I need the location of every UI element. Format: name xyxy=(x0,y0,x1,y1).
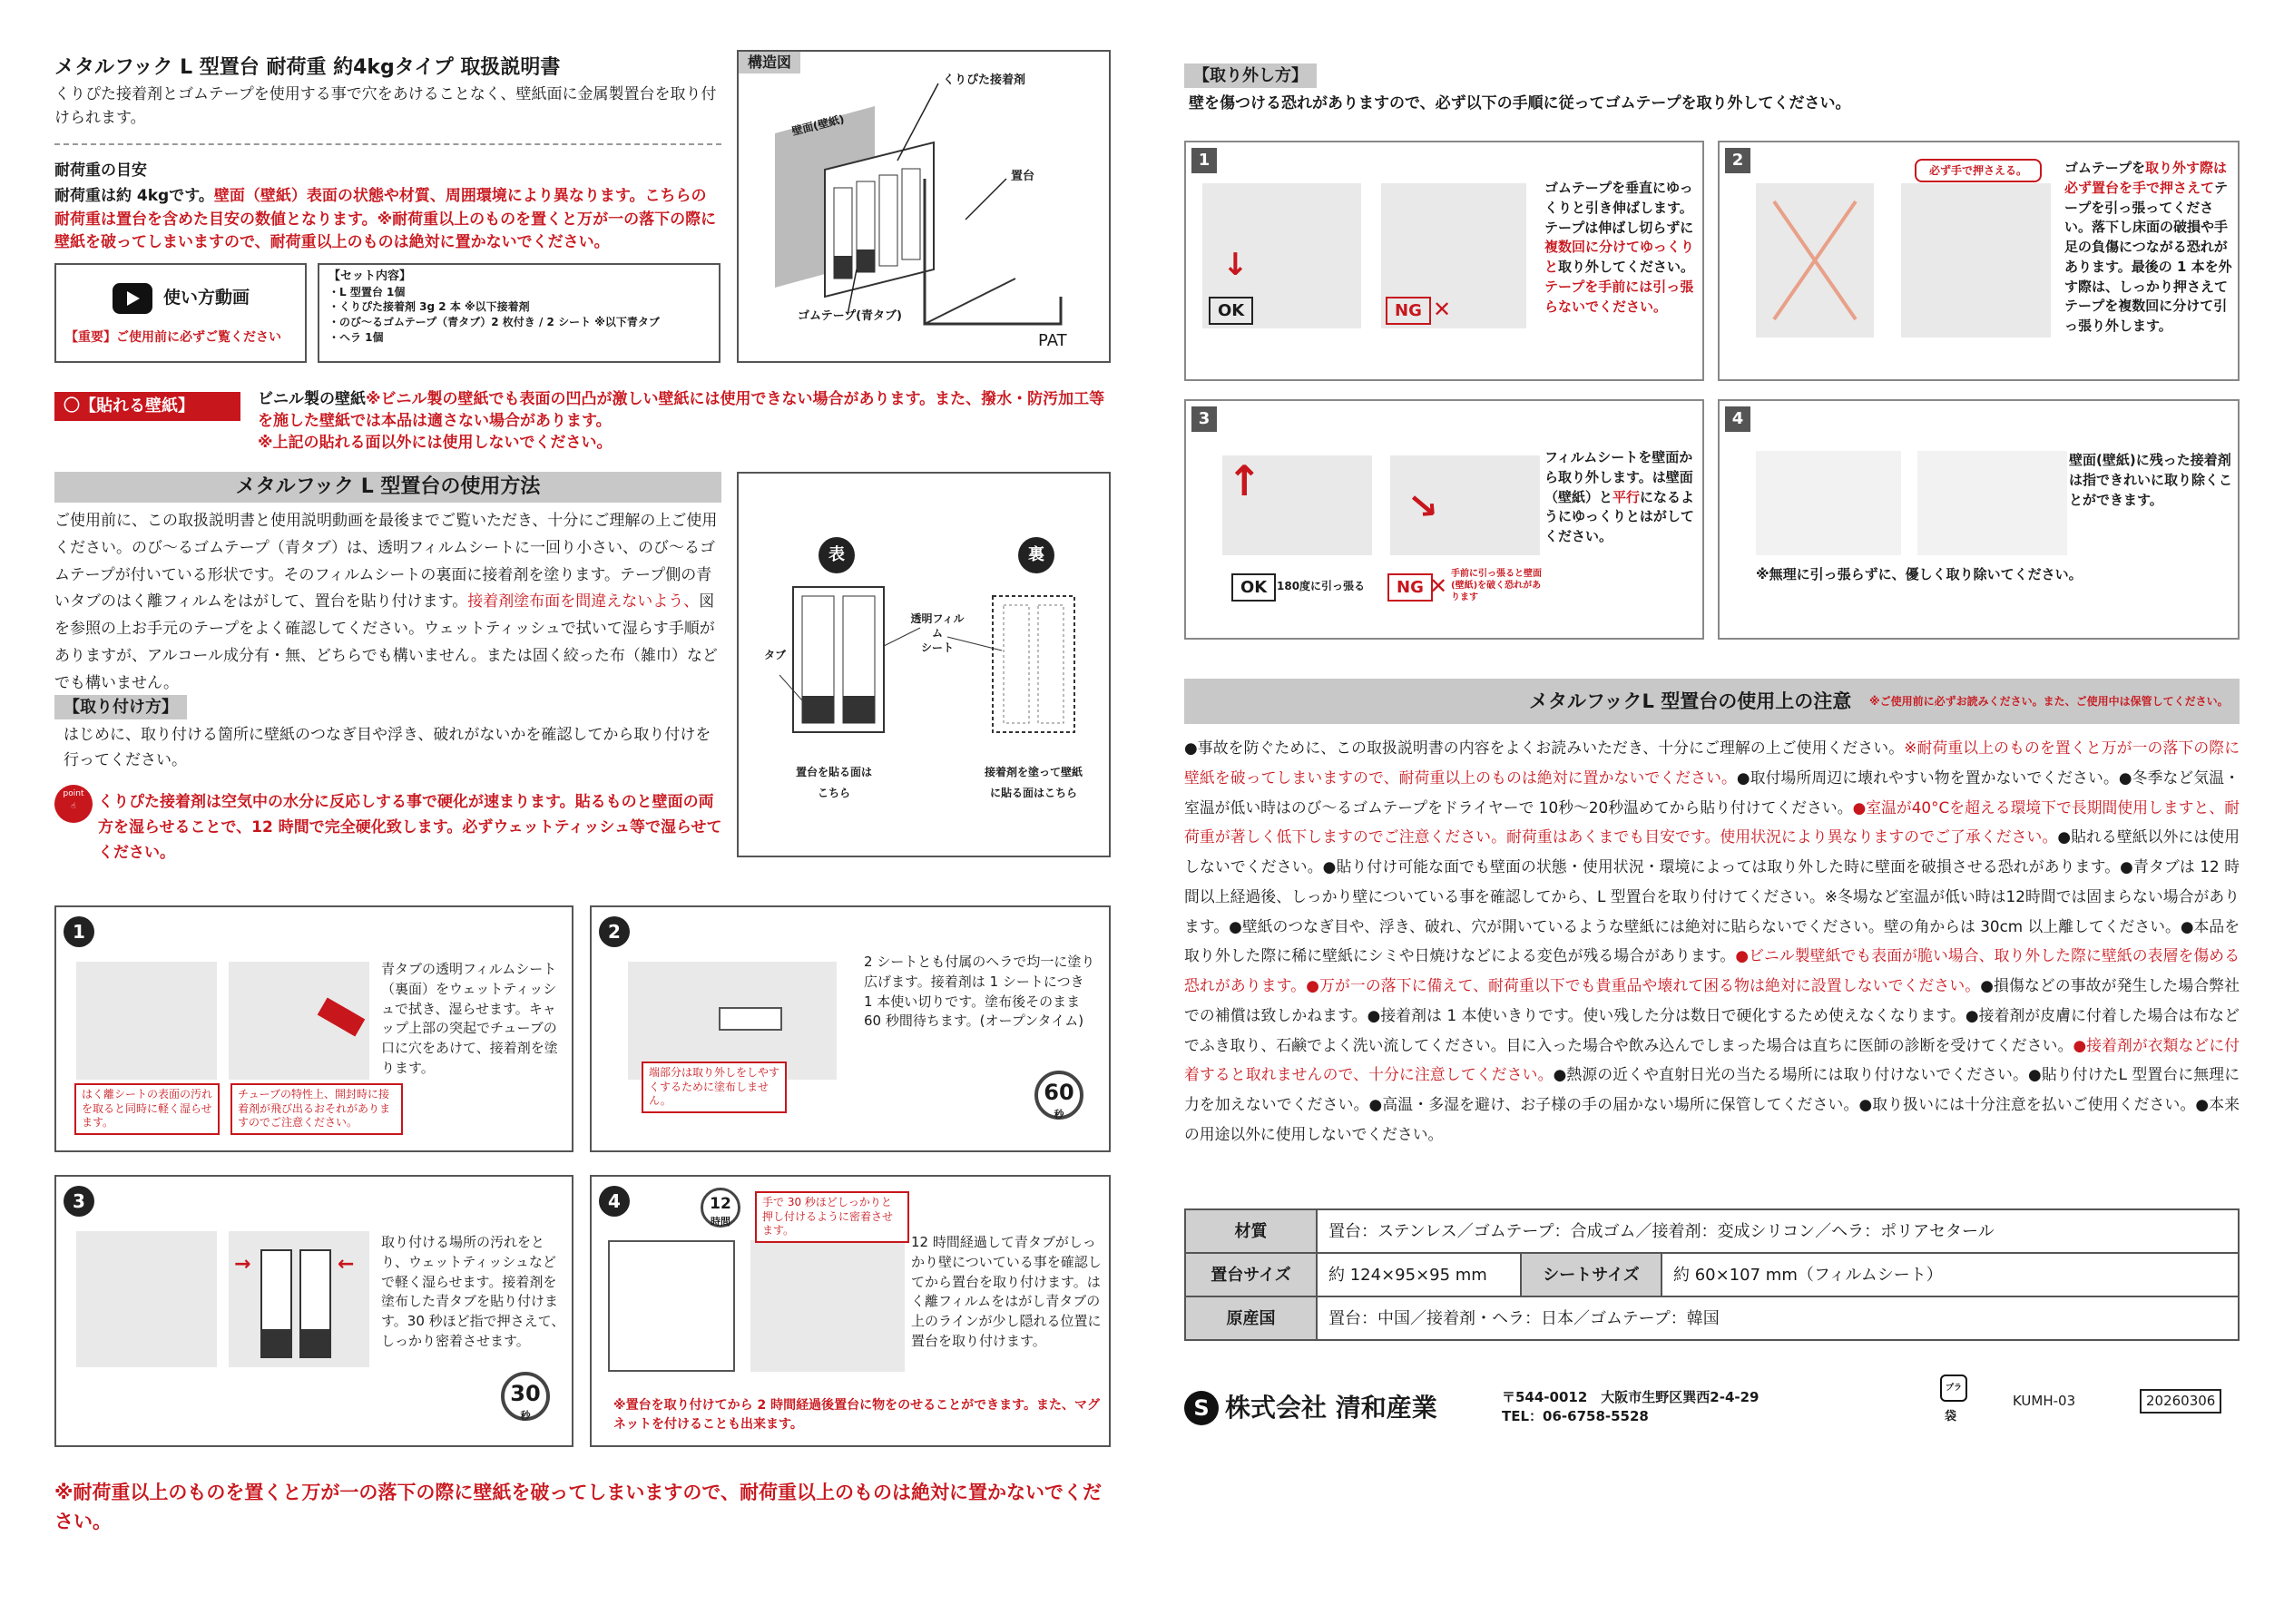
ok-caption: 180度に引っ張る xyxy=(1277,580,1366,592)
company-address: 〒544-0012 大阪市生野区巽西2-4-29 TEL：06-6758-5528 xyxy=(1502,1389,1760,1424)
film-label: 透明フィルム シート xyxy=(910,612,965,655)
set-item: ・ヘラ 1個 xyxy=(328,330,384,344)
removal4-text: 壁面(壁紙)に残った接着剤は指できれいに取り除くことができます。 xyxy=(2069,452,2233,508)
ok-badge: OK xyxy=(1231,573,1276,602)
step1-text: 青タブの透明フィルムシート（裏面）をウェットティッシュで拭き、湿らせます。キャップ上部の突起でチューブの口に穴をあけて、接着剤を塗ります。 xyxy=(381,961,558,1076)
load-text: 耐荷重は約 4kgです。壁面（壁紙）表面の状態や材質、周囲環境により異なります。こちらの耐荷重は置台を含めた目安の数値となります。※耐荷重以上のものを置くと万が一の落下の際に壁紙を破ってしまいますので、耐荷重以上のものは絶対に置かないでください。 xyxy=(54,187,717,251)
load-heading: 耐荷重の目安 xyxy=(54,161,147,180)
size-value: 約 124×95×95 mm xyxy=(1317,1253,1521,1296)
step1-note-wipe: はく離シートの表面の汚れを取ると同時に軽く湿らせます。 xyxy=(74,1083,220,1135)
intro-text: くりぴた接着剤とゴムテープを使用する事で穴をあけることなく、壁紙面に金属製置台を取り付けられます。 xyxy=(54,85,717,127)
stand-label: 置台 xyxy=(1011,170,1035,183)
company-name: 株式会社 清和産業 xyxy=(1225,1393,1437,1423)
back-badge: 裏 xyxy=(1018,537,1054,573)
pat-label: PAT xyxy=(1038,331,1067,350)
ng-caption: 手前に引っ張ると壁面(壁紙)を破く恐れがあります xyxy=(1451,569,1542,602)
step2-note: 端部分は取り外しをしやすくするために塗布しません。 xyxy=(642,1061,787,1113)
hold-bubble: 必ず手で押さえる。 xyxy=(1915,159,2042,182)
step2-text: 2 シートとも付属のヘラで均一に塗り広げます。接着剤は 1 シートにつき 1 本使い切りです。塗布後そのまま 60 秒間待ちます。(オープンタイム) xyxy=(864,954,1095,1030)
front-caption: 置台を貼る面は こちら xyxy=(795,766,872,799)
wallpaper-note: ※上記の貼れる面以外には使用しないでください。 xyxy=(258,434,613,452)
step3-image-wipe xyxy=(76,1231,217,1367)
point-icon: point ☝ xyxy=(54,785,93,823)
material-label: 材質 xyxy=(1185,1209,1317,1253)
point-text: くりぴた接着剤は空気中の水分に反応しする事で硬化が速まります。貼るものと壁面の両方を湿らせることで、12 時間で完全硬化致します。必ずウェットティッシュ等で湿らせてください。 xyxy=(98,793,722,863)
usage-text: ご使用前に、この取扱説明書と使用説明動画を最後までご覧いただき、十分にご理解の上ご使用ください。のび～るゴムテープ（青タブ）は、透明フィルムシートに一回り小さい、のび～るゴムテープが付いている形状です。そのフィルムシートの裏面に接着剤を塗ります。テープ側の青いタブのはく離フィルムをはがして、置台を貼り付けます。接着剤塗布面を間違えないよう、図を参照の上お手元のテープをよく確認してください。ウェットティッシュで拭いて湿らす手順がありますが、アルコール成分有・無、どちらでも構いません。または固く絞った布（雑巾）などでも構いません。 xyxy=(54,512,718,692)
removal-step-2 xyxy=(1718,141,2240,381)
origin-label: 原産国 xyxy=(1185,1296,1317,1340)
play-icon xyxy=(113,283,152,314)
step-number: 4 xyxy=(1725,406,1750,432)
removal2-image-ok xyxy=(1901,183,2051,338)
tab-label: タブ xyxy=(764,649,787,661)
removal-step-3 xyxy=(1184,399,1704,640)
recycle-sub: 袋 xyxy=(1945,1410,1957,1423)
wallpaper-tag: 〇【貼れる壁紙】 xyxy=(54,392,240,421)
front-badge: 表 xyxy=(819,537,855,573)
set-item: ・くりぴた接着剤 3g 2 本 ※以下接着剤 xyxy=(328,300,530,314)
attach-tag: 【取り付け方】 xyxy=(54,695,187,719)
attach-text: はじめに、取り付ける箇所に壁紙のつなぎ目や浮き、破れがないかを確認してから取り付けを行ってください。 xyxy=(64,726,711,770)
set-item: ・L 型置台 1個 xyxy=(328,285,406,298)
removal3-text: フィルムシートを壁面から取り外します。は壁面（壁紙）と平行になるようにゆっくりとはがしてください。 xyxy=(1544,449,1695,544)
arrow-down-icon: ↓ xyxy=(1222,247,1249,283)
step-number: 1 xyxy=(1191,148,1217,173)
doc-date: 20260306 xyxy=(2140,1389,2221,1414)
step-3 xyxy=(54,1175,573,1447)
caution-heading: メタルフックL 型置台の使用上の注意 xyxy=(1529,690,1852,712)
recycle-icon: プラ xyxy=(1940,1375,1967,1402)
timer-60-icon: 60 秒 xyxy=(1034,1071,1083,1120)
removal-intro: 壁を傷つける恐れがありますので、必ず以下の手順に従ってゴムテープを取り外してください。 xyxy=(1189,94,1851,113)
step-number: 1 xyxy=(64,916,94,947)
size-label: 置台サイズ xyxy=(1185,1253,1317,1296)
arrow-diagonal-icon: → xyxy=(1398,479,1449,532)
adhesive-label: くりぴた接着剤 xyxy=(943,73,1026,87)
step-number: 4 xyxy=(599,1186,630,1217)
removal1-text: ゴムテープを垂直にゆっくりと引き伸ばします。テープは伸ばし切らずに複数回に分けてゆっくりと取り外してください。テープを手前には引っ張らないでください。 xyxy=(1544,180,1695,315)
video-box[interactable] xyxy=(54,263,307,363)
ok-badge: OK xyxy=(1209,297,1253,325)
step-4 xyxy=(590,1175,1111,1447)
caution-header xyxy=(1184,679,2240,724)
video-label: 使い方動画 xyxy=(163,288,250,308)
arrow-left-icon: ← xyxy=(338,1253,355,1276)
ng-badge: NG xyxy=(1386,297,1431,325)
product-code: KUMH-03 xyxy=(2013,1393,2076,1409)
step1-image-wipe xyxy=(76,962,217,1080)
set-heading: 【セット内容】 xyxy=(328,269,412,283)
step-2 xyxy=(590,905,1111,1152)
caution-body: ●事故を防ぐために、この取扱説明書の内容をよくお読みいただき、十分にご理解の上ご使用ください。※耐荷重以上のものを置くと万が一の落下の際に壁紙を破ってしまいますので、耐荷重以上のものは絶対に置かないでください。●取付場所周辺に壊れやすい物を置かないでください。●冬季など気温・室温が低い時はのび～るゴムテープをドライヤーで 10秒～20秒温めてから貼り付けてください。●室温が40°Cを超える環境下で長期間使用しますと、耐荷重が著しく低下しますのでご注意ください。耐荷重はあくまでも目安です。使用状況により異なりますのでご了承ください。●貼れる壁紙以外には使用しないでください。●貼り付け可能な面でも壁面の状態・使用状況・環境によっては取り外した時に壁面を破損させる恐れがあります。●青タブは 12 時間以上経過後、しっかり壁についている事を確認してから、L 型置台を取り付けてください。※冬場など室温が低い時は12時間では固まらない場合があります。●壁紙のつなぎ目や、浮き、破れ、穴が開いているような壁紙には絶対に貼らないでください。壁の角からは 30cm 以上離してください。●本品を取り外した際に稀に壁紙にシミや日焼けなどによる変色が残る場合があります。●ビニル製壁紙でも表面が脆い場合、取り外した際に壁紙の表層を傷める恐れがあります。●万が一の落下に備えて、耐荷重以下でも貴重品や壊れて困る物は絶対に設置しないでください。●損傷などの事故が発生した場合弊社での補償は致しかねます。●接着剤は 1 本使いきりです。使い残した分は数日で硬化するため使えなくなります。●接着剤が皮膚に付着した場合は布などでふき取り、石鹸でよく洗い流してください。目に入った場合や飲み込んでしまった場合は直ちに医師の診断を受けてください。●接着剤が衣類などに付着すると取れませんので、十分に注意してください。●熱源の近くや直射日光の当たる場所には取り付けないでください。●貼り付けたL 型置台に無理に力を加えないでください。●高温・多湿を避け、お子様の手の届かない場所に保管してください。●取り扱いには十分注意を払いご使用ください。●本来の用途以外に使用しないでください。 xyxy=(1184,739,2240,1143)
arrow-up-icon: ↑ xyxy=(1227,456,1262,505)
step-number: 2 xyxy=(1725,148,1750,173)
step-number: 3 xyxy=(64,1186,94,1217)
bottom-warning: ※耐荷重以上のものを置くと万が一の落下の際に壁紙を破ってしまいますので、耐荷重以上のものは絶対に置かないでください。 xyxy=(54,1482,1102,1532)
wall-label: 壁面(壁紙) xyxy=(790,113,846,138)
cross-icon: ✕ xyxy=(1429,573,1448,599)
timer-30-icon: 30 秒 xyxy=(501,1372,550,1421)
step1-note-tube: チューブの特性上、開封時に接着剤が飛び出るおそれがありますのでご注意ください。 xyxy=(230,1083,403,1135)
back-caption: 接着剤を塗って壁紙 に貼る面はこちら xyxy=(984,766,1083,799)
structure-diagram xyxy=(737,50,1111,363)
set-contents-box xyxy=(318,263,720,363)
wallpaper-text: ビニル製の壁紙※ビニル製の壁紙でも表面の凹凸が激しい壁紙には使用できない場合があります。また、撥水・防汚加工等を施した壁紙では本品は適さない場合があります。 xyxy=(258,390,1105,430)
step4-image-sheet xyxy=(608,1240,735,1372)
origin-value: 置台：中国／接着剤・ヘラ：日本／ゴムテープ：韓国 xyxy=(1317,1296,2239,1340)
usage-heading: メタルフック L 型置台の使用方法 xyxy=(54,472,721,503)
caution-sub: ※ご使用前に必ずお読みください。また、ご使用中は保管してください。 xyxy=(1869,695,2229,708)
sheet-value: 約 60×107 mm（フィルムシート） xyxy=(1662,1253,2239,1296)
timer-12-icon: 12 時間 xyxy=(701,1188,740,1228)
removal4-note: ※無理に引っ張らずに、優しく取り除いてください。 xyxy=(1756,566,2083,582)
step4-text: 12 時間経過して青タブがしっかり壁についている事を確認してから置台を取り付けます。はく離フィルムをはがし青タブの上のラインが少し隠れる位置に置台を取り付けます。 xyxy=(911,1234,1102,1349)
tab-sheet xyxy=(260,1249,292,1358)
step4-red-note: ※置台を取り付けてから 2 時間経過後置台に物をのせることができます。また、マグネットを付けることも出来ます。 xyxy=(613,1398,1100,1432)
cross-mark-icon xyxy=(1769,197,1860,324)
tape-label: ゴムテープ(青タブ) xyxy=(798,309,902,323)
tab-sheet xyxy=(299,1249,331,1358)
set-item: ・のび～るゴムテープ（青タブ）2 枚付き / 2 シート ※以下青タブ xyxy=(328,316,660,329)
spatula-icon xyxy=(719,1007,782,1031)
structure-label: 構造図 xyxy=(739,52,800,73)
removal-step-4 xyxy=(1718,399,2240,640)
structure-drawing xyxy=(739,52,1109,361)
front-back-diagram xyxy=(737,472,1111,857)
step3-text: 取り付ける場所の汚れをとり、ウェットティッシュなどで軽く湿らせます。接着剤を塗布した青タブを貼り付けます。30 秒ほど指で押さえて、しっかり密着させます。 xyxy=(381,1234,565,1349)
cross-icon: ✕ xyxy=(1433,297,1452,322)
step-number: 3 xyxy=(1191,406,1217,432)
removal4-image-1 xyxy=(1756,451,1901,555)
step4-image-attach xyxy=(750,1240,905,1372)
ng-badge: NG xyxy=(1387,573,1433,602)
removal4-image-2 xyxy=(1917,451,2067,555)
spec-table xyxy=(1184,1208,2240,1341)
step-number: 2 xyxy=(599,916,630,947)
arrow-right-icon: → xyxy=(234,1253,251,1276)
page-title: メタルフック L 型置台 耐荷重 約4kgタイプ 取扱説明書 xyxy=(54,56,561,79)
company-logo-icon: S xyxy=(1184,1391,1219,1425)
step4-note: 手で 30 秒ほどしっかりと押し付けるように密着させます。 xyxy=(755,1191,909,1243)
removal-step-1 xyxy=(1184,141,1704,381)
step-1 xyxy=(54,905,573,1152)
sheet-label: シートサイズ xyxy=(1521,1253,1662,1296)
removal2-text: ゴムテープを取り外す際は必ず置台を手で押さえてテープを引っ張ってください。落下し床面の破損や手足の負傷につながる恐れがあります。最後の 1 本を外す際は、しっかり押さえてテープを複数回に分けて引っ張り外します。 xyxy=(2064,160,2232,334)
video-notice: 【重要】ご使用前に必ずご覧ください xyxy=(65,330,281,345)
material-value: 置台：ステンレス／ゴムテープ：合成ゴム／接着剤：変成シリコン／ヘラ：ポリアセタール xyxy=(1317,1209,2239,1253)
removal-tag: 【取り外し方】 xyxy=(1184,64,1317,88)
